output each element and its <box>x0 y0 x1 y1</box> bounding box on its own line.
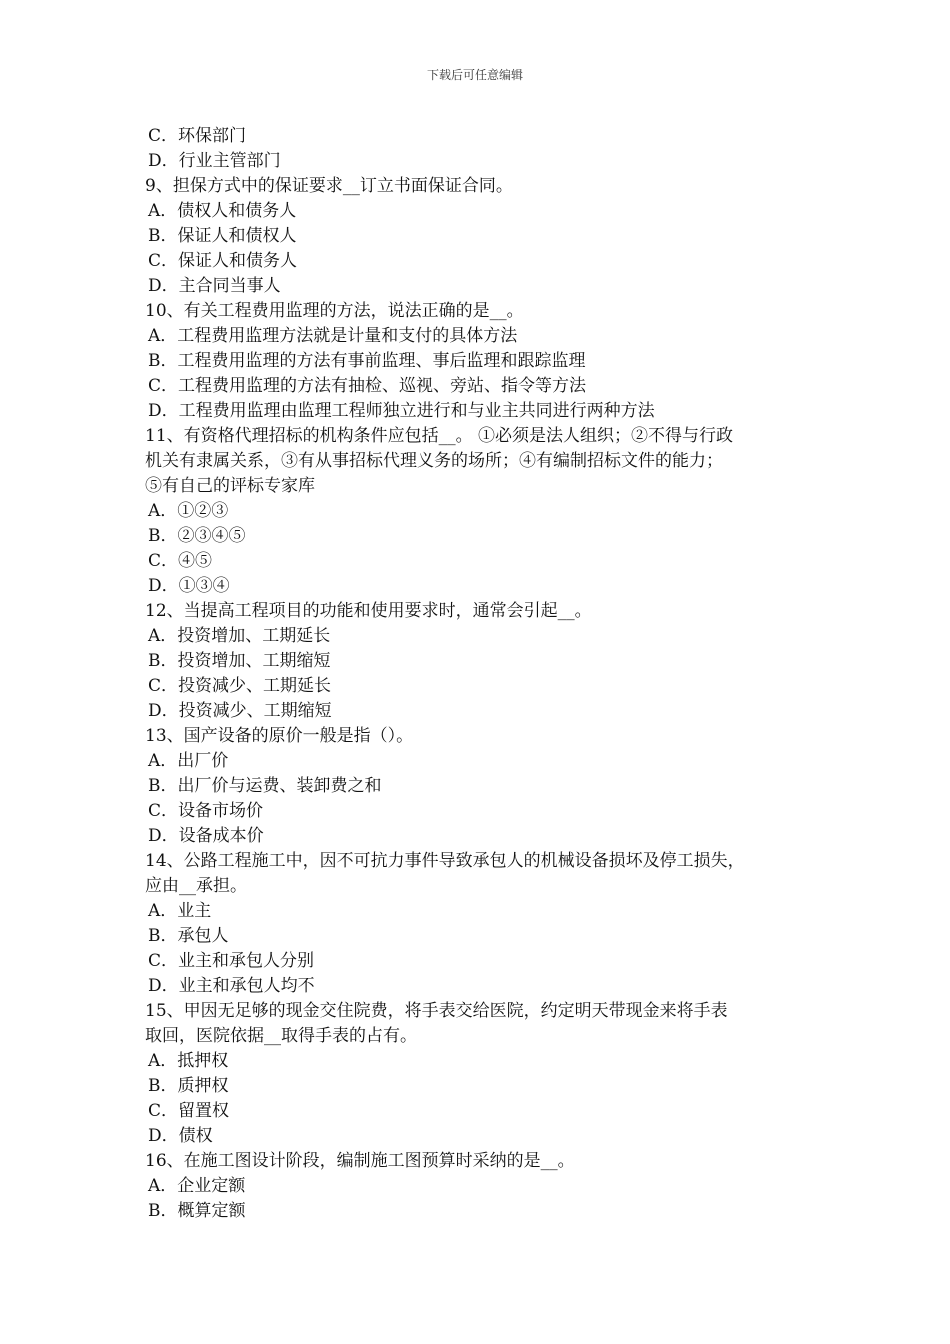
answer-option: D．行业主管部门 <box>148 151 281 171</box>
answer-option: B．概算定额 <box>148 1201 246 1221</box>
answer-option: B．出厂价与运费、装卸费之和 <box>148 776 382 796</box>
answer-option: A．企业定额 <box>148 1176 246 1196</box>
question-text: 9、担保方式中的保证要求__订立书面保证合同。 <box>145 176 513 196</box>
answer-option: B．工程费用监理的方法有事前监理、事后监理和跟踪监理 <box>148 351 586 371</box>
answer-option: A．业主 <box>148 901 212 921</box>
answer-option: D．设备成本价 <box>148 826 264 846</box>
answer-option: A．抵押权 <box>148 1051 229 1071</box>
answer-option: C．④⑤ <box>148 551 213 571</box>
answer-option: D．主合同当事人 <box>148 276 281 296</box>
question-text: ⑤有自己的评标专家库 <box>145 476 315 496</box>
page-header: 下载后可任意编辑 <box>426 68 523 82</box>
answer-option: A．工程费用监理方法就是计量和支付的具体方法 <box>148 326 518 346</box>
answer-option: C．工程费用监理的方法有抽检、巡视、旁站、指令等方法 <box>148 376 587 396</box>
question-text: 16、在施工图设计阶段，编制施工图预算时采纳的是__。 <box>145 1151 575 1171</box>
answer-option: D．投资减少、工期缩短 <box>148 701 332 721</box>
answer-option: A．债权人和债务人 <box>148 201 297 221</box>
answer-option: C．留置权 <box>148 1101 230 1121</box>
question-text: 机关有隶属关系，③有从事招标代理义务的场所；④有编制招标文件的能力； <box>145 451 723 471</box>
question-text: 取回，医院依据__取得手表的占有。 <box>145 1026 417 1046</box>
answer-option: A．出厂价 <box>148 751 229 771</box>
question-text: 13、国产设备的原价一般是指（）。 <box>145 726 414 746</box>
question-text: 14、公路工程施工中，因不可抗力事件导致承包人的机械设备损坏及停工损失， <box>145 851 745 871</box>
answer-option: C．业主和承包人分别 <box>148 951 315 971</box>
answer-option: C．设备市场价 <box>148 801 264 821</box>
answer-option: B．承包人 <box>148 926 229 946</box>
question-text: 10、有关工程费用监理的方法，说法正确的是__。 <box>145 301 524 321</box>
document-body <box>145 124 825 1224</box>
question-text: 12、当提高工程项目的功能和使用要求时，通常会引起__。 <box>145 601 592 621</box>
answer-option: B．投资增加、工期缩短 <box>148 651 331 671</box>
answer-option: D．工程费用监理由监理工程师独立进行和与业主共同进行两种方法 <box>148 401 655 421</box>
answer-option: A．投资增加、工期延长 <box>148 626 331 646</box>
answer-option: D．①③④ <box>148 576 230 596</box>
answer-option: C．投资减少、工期延长 <box>148 676 332 696</box>
answer-option: B．②③④⑤ <box>148 526 246 546</box>
answer-option: A．①②③ <box>148 501 229 521</box>
answer-option: C．环保部门 <box>148 126 247 146</box>
answer-option: B．保证人和债权人 <box>148 226 297 246</box>
answer-option: B．质押权 <box>148 1076 229 1096</box>
answer-option: C．保证人和债务人 <box>148 251 298 271</box>
answer-option: D．债权 <box>148 1126 213 1146</box>
question-text: 应由__承担。 <box>145 876 247 896</box>
question-text: 11、有资格代理招标的机构条件应包括__。 ①必须是法人组织；②不得与行政 <box>145 426 734 446</box>
answer-option: D．业主和承包人均不 <box>148 976 315 996</box>
question-text: 15、甲因无足够的现金交住院费，将手表交给医院，约定明天带现金来将手表 <box>145 1001 728 1021</box>
